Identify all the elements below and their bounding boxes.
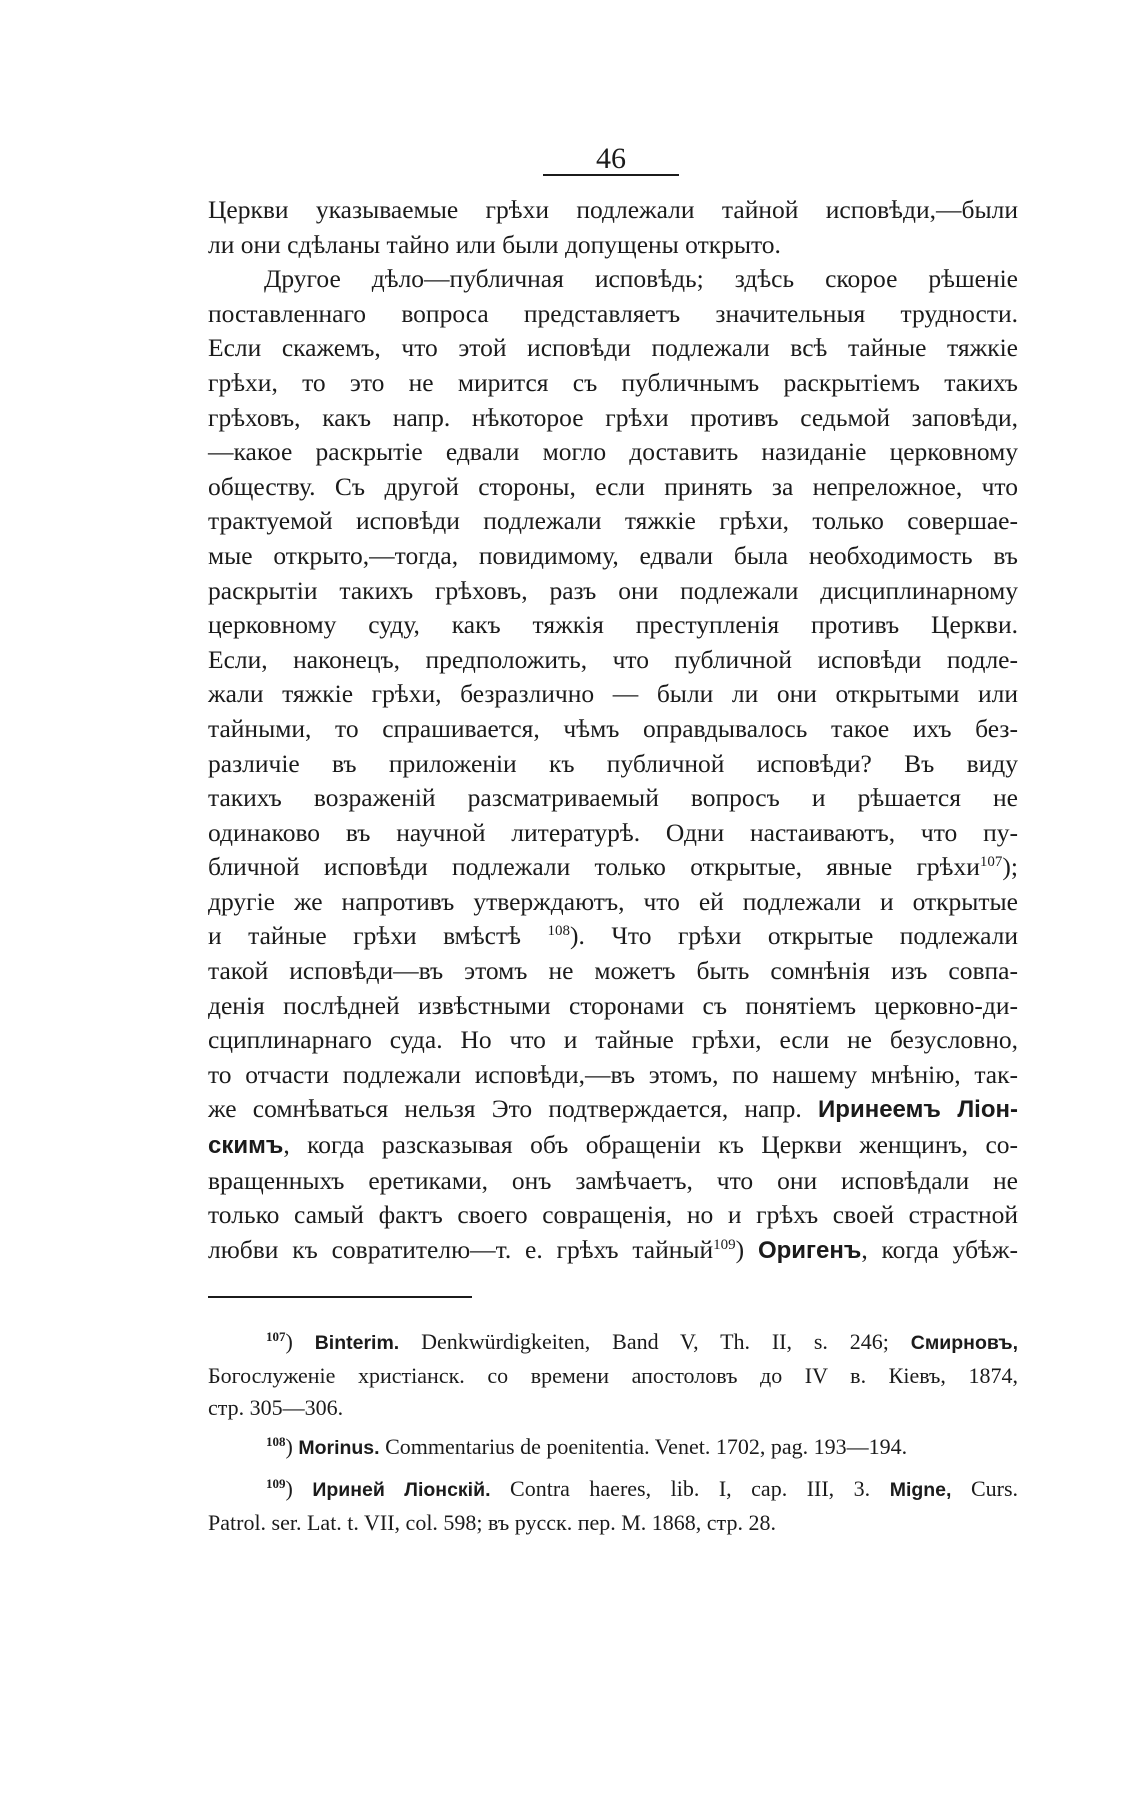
text-line	[208, 1233, 1018, 1269]
text-segment: любви къ совратителю—т. е. грѣхъ тайный	[208, 1234, 714, 1264]
text-line: денія послѣдней извѣстными сторонами съ понятіемъ церковно-ди-	[208, 990, 1018, 1020]
text-segment: );	[1002, 852, 1018, 882]
author-name: Ириней Ліонскій.	[312, 1479, 491, 1502]
text-line: грѣхи, то это не мирится съ публичнымъ раскрытіемъ такихъ	[208, 367, 1018, 397]
text-line: поставленнаго вопроса представляетъ значительныя трудности.	[208, 298, 1018, 328]
text-line: сциплинарнаго суда. Но что и тайные грѣхи, если не безусловно,	[208, 1025, 1018, 1055]
bold-name: Оригенъ	[757, 1236, 862, 1264]
text-line: Если, наконецъ, предположить, что публичной исповѣди подле-	[208, 644, 1018, 674]
footnotes	[208, 1326, 1018, 1547]
footnote-line: стр. 305—306.	[208, 1394, 344, 1420]
text-segment: Curs.	[970, 1476, 1019, 1502]
text-segment: )	[285, 1476, 293, 1502]
text-line: тайными, то спрашивается, чѣмъ оправдывалось такое ихъ без-	[208, 713, 1018, 743]
footnote-line: Богослуженіе христіанск. со времени апостоловъ до IV в. Кіевъ, 1874,	[208, 1362, 1018, 1388]
text-segment: и тайные грѣхи вмѣстѣ	[208, 921, 521, 951]
text-segment: Contra haeres, lib. I, cap. III, 3.	[510, 1476, 871, 1502]
text-segment: )	[735, 1234, 745, 1264]
text-line: то отчасти подлежали исповѣди,—въ этомъ, по нашему мнѣнію, так-	[208, 1059, 1018, 1089]
text-segment: , когда убѣж-	[861, 1234, 1019, 1264]
text-line	[208, 1092, 1018, 1128]
text-line: церковному суду, какъ тяжкія преступленія противъ Церкви.	[208, 610, 1018, 640]
footnote-108	[208, 1431, 1018, 1465]
text-line	[208, 1128, 1018, 1164]
text-segment: же сомнѣваться нельзя Это подтверждается, напр.	[208, 1094, 802, 1124]
text-line: грѣховъ, какъ напр. нѣкоторое грѣхи противъ седьмой заповѣди,	[208, 402, 1018, 432]
footnote-ref-108: 108	[547, 923, 570, 940]
footnote-line	[208, 1431, 1018, 1465]
text-line: обществу. Съ другой стороны, если принять за непреложное, что	[208, 471, 1018, 501]
text-line: мые открыто,—тогда, повидимому, едвали была необходимость въ	[208, 540, 1018, 570]
footnote-line	[208, 1326, 1018, 1360]
text-line: Если скажемъ, что этой исповѣди подлежали всѣ тайные тяжкіе	[208, 333, 1018, 363]
text-segment: )	[285, 1329, 293, 1354]
text-segment: Commentarius de poenitentia. Venet. 1702, pag. 193—194.	[385, 1434, 908, 1460]
author-name: Смирновъ,	[910, 1332, 1018, 1354]
text-line	[208, 850, 1018, 885]
text-line: другіе же напротивъ утверждаютъ, что ей подлежали и открытые	[208, 886, 1018, 916]
text-segment: ). Что грѣхи открытые подлежали	[569, 921, 1018, 951]
footnote-line	[208, 1473, 1018, 1507]
text-line: Церкви указываемые грѣхи подлежали тайной исповѣди,—были	[208, 195, 1018, 224]
author-name: Binterim.	[314, 1332, 400, 1354]
text-segment: )	[285, 1434, 293, 1460]
main-text	[208, 193, 1018, 1268]
page-number-rule	[543, 174, 679, 176]
bold-name: Иринеемъ Ліон-	[818, 1096, 1018, 1124]
text-line: одинаково въ научной литературѣ. Одни настаиваютъ, что пу-	[208, 817, 1018, 847]
text-line	[208, 919, 1018, 954]
text-line: только самый фактъ своего совращенія, но и грѣхъ своей страстной	[208, 1200, 1018, 1230]
bold-name: скимъ	[208, 1132, 284, 1160]
text-line: вращенныхъ еретиками, онъ замѣчаетъ, что они исповѣдали не	[208, 1165, 1018, 1195]
footnote-marker: 107	[266, 1329, 286, 1344]
footnote-109	[208, 1473, 1018, 1539]
text-line: трактуемой исповѣди подлежали тяжкіе грѣхи, только совершае-	[208, 506, 1018, 536]
text-line: Другое дѣло—публичная исповѣдь; здѣсь скорое рѣшеніе	[264, 264, 1018, 294]
footnote-107	[208, 1326, 1018, 1423]
footnote-marker: 109	[266, 1476, 286, 1492]
author-name: Migne,	[889, 1479, 952, 1502]
page-number: 46	[596, 142, 626, 175]
text-segment: Denkwürdigkeiten, Band V, Th. II, s. 246;	[421, 1329, 889, 1354]
footnote-separator	[208, 1296, 472, 1298]
text-line: такихъ возраженій разсматриваемый вопросъ и рѣшается не	[208, 783, 1018, 813]
text-line: различіе въ приложеніи къ публичной исповѣди? Въ виду	[208, 748, 1018, 778]
text-line: жали тяжкіе грѣхи, безразлично — были ли они открытыми или	[208, 679, 1018, 709]
text-segment: бличной исповѣди подлежали только открытые, явные грѣхи	[208, 852, 980, 882]
text-segment: , когда разсказывая объ обращеніи къ Церкви женщинъ, со-	[283, 1130, 1018, 1160]
footnote-marker: 108	[266, 1434, 286, 1450]
text-line: ли они сдѣланы тайно или были допущены открыто.	[208, 229, 781, 259]
text-line: раскрытіи такихъ грѣховъ, разъ они подлежали дисциплинарному	[208, 575, 1018, 605]
footnote-line: Patrol. ser. Lat. t. VII, col. 598; въ русск. пер. М. 1868, стр. 28.	[208, 1509, 776, 1535]
footnote-ref-107: 107	[979, 854, 1003, 871]
footnote-ref-109: 109	[713, 1236, 736, 1253]
text-line: такой исповѣди—въ этомъ не можетъ быть сомнѣнія изъ совпа-	[208, 956, 1018, 986]
author-name: Morinus.	[298, 1437, 380, 1460]
text-line: —какое раскрытіе едвали могло доставить назиданіе церковному	[208, 437, 1018, 467]
